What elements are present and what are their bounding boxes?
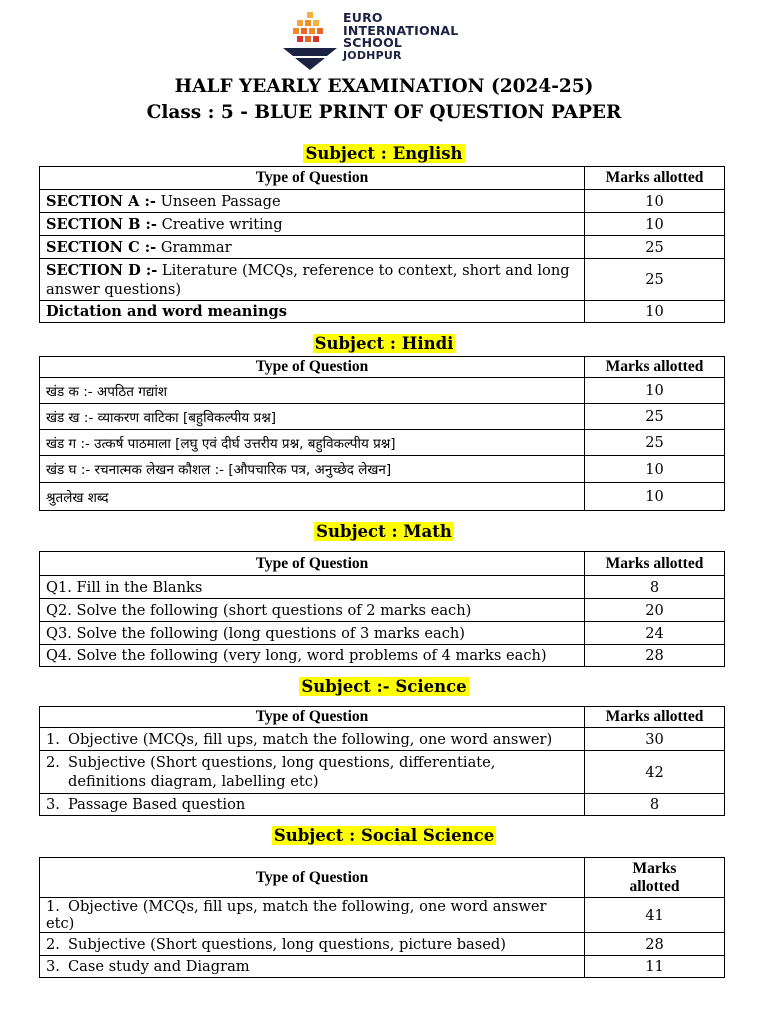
table-row: [40, 213, 725, 236]
section-label: SECTION D :-: [46, 261, 158, 279]
school-logo: [283, 12, 493, 70]
item-text: Objective (MCQs, fill ups, match the following, one word answer): [68, 730, 553, 748]
item-number: 2.: [46, 754, 60, 771]
table-row: [40, 956, 725, 978]
marks-cell: 10: [585, 213, 725, 236]
logo-line: JODHPUR: [343, 48, 402, 62]
marks-cell: 8: [585, 576, 725, 599]
question-type-cell: [40, 301, 585, 323]
question-type-cell: Q1. Fill in the Blanks: [40, 576, 585, 599]
type-header: Type of Question: [40, 707, 585, 728]
marks-cell: 20: [585, 599, 725, 622]
item-text: Subjective (Short questions, long questions, picture based): [68, 935, 506, 953]
type-header: Type of Question: [40, 167, 585, 190]
marks-cell: 42: [585, 751, 725, 794]
table-row: [40, 622, 725, 645]
section-text: Grammar: [156, 238, 232, 256]
type-header: Type of Question: [40, 552, 585, 576]
exam-subtitle: Class : 5 - BLUE PRINT OF QUESTION PAPER: [146, 102, 622, 123]
table-row: [40, 301, 725, 323]
table-row: [40, 190, 725, 213]
marks-cell: 41: [585, 898, 725, 933]
table-row: [40, 645, 725, 667]
science-table: [39, 706, 725, 816]
item-text: Subjective (Short questions, long questions, differentiate, definitions diagram, labelling etc): [68, 754, 496, 790]
table-header-row: [40, 858, 725, 898]
english-table: [39, 166, 725, 323]
section-text: Creative writing: [156, 215, 283, 233]
item-text: Passage Based question: [68, 796, 246, 813]
logo-emblem-icon: [283, 12, 341, 70]
table-row: [40, 456, 725, 483]
table-row: [40, 599, 725, 622]
question-type-cell: [40, 190, 585, 213]
question-type-cell: खंड ख :- व्याकरण वाटिका [बहुविकल्पीय प्रश्न]: [40, 404, 585, 430]
table-row: [40, 933, 725, 956]
question-type-cell: [40, 236, 585, 259]
marks-cell: 10: [585, 456, 725, 483]
type-header: Type of Question: [40, 357, 585, 378]
subject-heading-english: Subject : English: [305, 144, 463, 163]
item-text: Objective (MCQs, fill ups, match the following, one word answer etc): [46, 898, 547, 932]
question-type-cell: [40, 794, 585, 816]
logo-line: INTERNATIONAL: [343, 22, 459, 38]
question-type-cell: [40, 728, 585, 751]
table-row: [40, 576, 725, 599]
marks-header: [585, 858, 725, 898]
section-label: SECTION A :-: [46, 192, 156, 210]
question-type-cell: [40, 259, 585, 301]
logo-line: SCHOOL: [343, 35, 403, 50]
item-number: 1.: [46, 898, 60, 915]
marks-cell: 25: [585, 404, 725, 430]
question-type-cell: श्रुतलेख शब्द: [40, 483, 585, 511]
item-number: 2.: [46, 935, 60, 953]
marks-cell: 10: [585, 378, 725, 404]
logo-wordmark: [343, 12, 458, 62]
question-type-cell: खंड घ :- रचनात्मक लेखन कौशल :- [औपचारिक पत्र, अनुच्छेद लेखन]: [40, 456, 585, 483]
question-type-cell: खंड क :- अपठित गद्यांश: [40, 378, 585, 404]
question-type-cell: Q4. Solve the following (very long, word problems of 4 marks each): [40, 645, 585, 667]
section-label: Dictation and word meanings: [46, 303, 287, 320]
social-science-table: [39, 857, 725, 978]
logo-line: EURO: [343, 10, 383, 25]
table-row: [40, 378, 725, 404]
marks-cell: 30: [585, 728, 725, 751]
table-row: [40, 794, 725, 816]
question-type-cell: [40, 898, 585, 933]
question-type-cell: Q3. Solve the following (long questions of 3 marks each): [40, 622, 585, 645]
question-type-cell: [40, 956, 585, 978]
question-type-cell: खंड ग :- उत्कर्ष पाठमाला [लघु एवं दीर्घ उत्तरीय प्रश्न, बहुविकल्पीय प्रश्न]: [40, 430, 585, 456]
table-row: [40, 404, 725, 430]
table-row: [40, 898, 725, 933]
marks-header-line: Marks: [632, 859, 677, 877]
table-row: [40, 430, 725, 456]
question-type-cell: [40, 751, 585, 794]
section-label: SECTION B :-: [46, 215, 157, 233]
table-header-row: [40, 552, 725, 576]
marks-cell: 28: [585, 645, 725, 667]
table-row: [40, 236, 725, 259]
marks-cell: 25: [585, 259, 725, 301]
table-header-row: [40, 167, 725, 190]
type-header: Type of Question: [40, 858, 585, 898]
exam-title: HALF YEARLY EXAMINATION (2024-25): [174, 76, 594, 97]
math-table: [39, 551, 725, 667]
table-row: [40, 751, 725, 794]
marks-cell: 28: [585, 933, 725, 956]
marks-header: Marks allotted: [585, 357, 725, 378]
table-row: [40, 483, 725, 511]
marks-cell: 11: [585, 956, 725, 978]
marks-cell: 25: [585, 236, 725, 259]
item-number: 1.: [46, 730, 60, 748]
marks-cell: 8: [585, 794, 725, 816]
item-number: 3.: [46, 796, 60, 813]
section-text: Literature (MCQs, reference to context, short and long answer questions): [46, 261, 570, 298]
marks-cell: 10: [585, 483, 725, 511]
table-row: [40, 259, 725, 301]
subject-heading-hindi: Subject : Hindi: [314, 334, 454, 353]
marks-cell: 25: [585, 430, 725, 456]
question-type-cell: [40, 933, 585, 956]
marks-header: Marks allotted: [585, 167, 725, 190]
question-type-cell: Q2. Solve the following (short questions of 2 marks each): [40, 599, 585, 622]
section-text: Unseen Passage: [155, 192, 281, 210]
item-number: 3.: [46, 958, 60, 975]
marks-cell: 10: [585, 301, 725, 323]
section-label: SECTION C :-: [46, 238, 157, 256]
subject-heading-math: Subject : Math: [316, 522, 452, 541]
subject-heading-social-science: Subject : Social Science: [273, 826, 495, 845]
subject-heading-science: Subject :- Science: [301, 677, 467, 696]
hindi-table: [39, 356, 725, 511]
table-header-row: [40, 707, 725, 728]
marks-cell: 24: [585, 622, 725, 645]
item-text: Case study and Diagram: [68, 958, 250, 975]
marks-header: Marks allotted: [585, 707, 725, 728]
marks-header: Marks allotted: [585, 552, 725, 576]
question-type-cell: [40, 213, 585, 236]
marks-cell: 10: [585, 190, 725, 213]
marks-header-line: allotted: [629, 877, 680, 895]
table-row: [40, 728, 725, 751]
table-header-row: [40, 357, 725, 378]
